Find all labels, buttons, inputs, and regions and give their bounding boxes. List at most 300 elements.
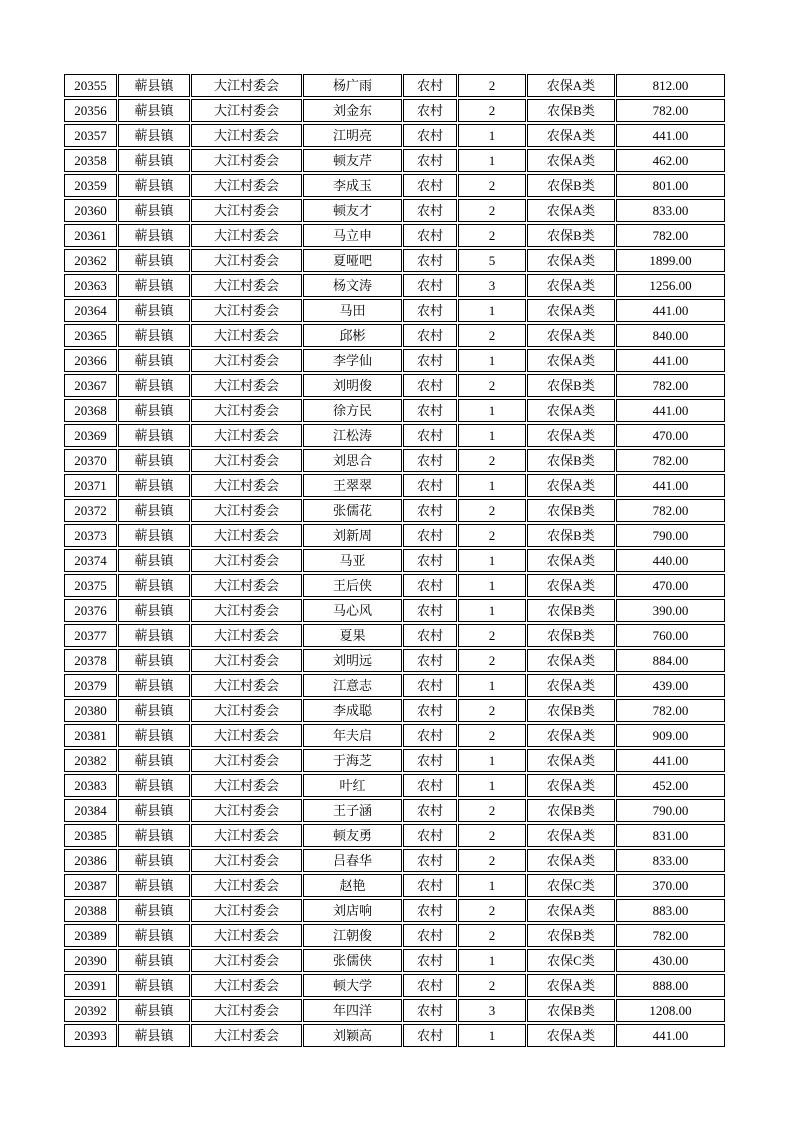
cell-town: 蕲县镇 bbox=[118, 949, 190, 972]
cell-person-name: 李成玉 bbox=[303, 174, 402, 197]
cell-amount: 760.00 bbox=[616, 624, 725, 647]
cell-person-name: 江松涛 bbox=[303, 424, 402, 447]
table-row bbox=[64, 574, 725, 597]
cell-residence-type: 农村 bbox=[403, 924, 457, 947]
cell-person-name: 顿大学 bbox=[303, 974, 402, 997]
cell-insurance-category: 农保A类 bbox=[527, 349, 615, 372]
table-row bbox=[64, 374, 725, 397]
cell-person-count: 2 bbox=[458, 524, 526, 547]
cell-residence-type: 农村 bbox=[403, 174, 457, 197]
cell-amount: 801.00 bbox=[616, 174, 725, 197]
cell-serial-number: 20357 bbox=[64, 124, 117, 147]
cell-person-count: 1 bbox=[458, 424, 526, 447]
cell-residence-type: 农村 bbox=[403, 649, 457, 672]
cell-serial-number: 20382 bbox=[64, 749, 117, 772]
cell-town: 蕲县镇 bbox=[118, 849, 190, 872]
cell-town: 蕲县镇 bbox=[118, 374, 190, 397]
cell-residence-type: 农村 bbox=[403, 149, 457, 172]
cell-serial-number: 20380 bbox=[64, 699, 117, 722]
cell-town: 蕲县镇 bbox=[118, 499, 190, 522]
cell-person-name: 赵艳 bbox=[303, 874, 402, 897]
cell-residence-type: 农村 bbox=[403, 299, 457, 322]
cell-serial-number: 20384 bbox=[64, 799, 117, 822]
cell-village-committee: 大江村委会 bbox=[191, 124, 302, 147]
cell-town: 蕲县镇 bbox=[118, 449, 190, 472]
cell-insurance-category: 农保A类 bbox=[527, 274, 615, 297]
cell-insurance-category: 农保B类 bbox=[527, 924, 615, 947]
cell-person-count: 1 bbox=[458, 599, 526, 622]
cell-insurance-category: 农保B类 bbox=[527, 99, 615, 122]
cell-insurance-category: 农保B类 bbox=[527, 699, 615, 722]
cell-person-name: 江朝俊 bbox=[303, 924, 402, 947]
cell-residence-type: 农村 bbox=[403, 524, 457, 547]
cell-insurance-category: 农保A类 bbox=[527, 849, 615, 872]
cell-person-name: 吕春华 bbox=[303, 849, 402, 872]
table-row bbox=[64, 124, 725, 147]
cell-village-committee: 大江村委会 bbox=[191, 624, 302, 647]
table-row bbox=[64, 549, 725, 572]
table-row bbox=[64, 474, 725, 497]
cell-town: 蕲县镇 bbox=[118, 774, 190, 797]
cell-town: 蕲县镇 bbox=[118, 824, 190, 847]
cell-insurance-category: 农保A类 bbox=[527, 899, 615, 922]
cell-serial-number: 20386 bbox=[64, 849, 117, 872]
cell-person-name: 刘思合 bbox=[303, 449, 402, 472]
cell-town: 蕲县镇 bbox=[118, 899, 190, 922]
cell-person-name: 张儒花 bbox=[303, 499, 402, 522]
cell-town: 蕲县镇 bbox=[118, 349, 190, 372]
cell-person-name: 刘新周 bbox=[303, 524, 402, 547]
cell-village-committee: 大江村委会 bbox=[191, 649, 302, 672]
cell-serial-number: 20359 bbox=[64, 174, 117, 197]
cell-town: 蕲县镇 bbox=[118, 299, 190, 322]
cell-person-name: 刘颖高 bbox=[303, 1024, 402, 1047]
cell-person-name: 刘店响 bbox=[303, 899, 402, 922]
cell-person-name: 张儒侠 bbox=[303, 949, 402, 972]
cell-village-committee: 大江村委会 bbox=[191, 824, 302, 847]
cell-insurance-category: 农保B类 bbox=[527, 599, 615, 622]
cell-village-committee: 大江村委会 bbox=[191, 324, 302, 347]
table-row bbox=[64, 999, 725, 1022]
cell-insurance-category: 农保A类 bbox=[527, 74, 615, 97]
cell-residence-type: 农村 bbox=[403, 799, 457, 822]
cell-insurance-category: 农保A类 bbox=[527, 549, 615, 572]
cell-insurance-category: 农保A类 bbox=[527, 674, 615, 697]
table-row bbox=[64, 174, 725, 197]
cell-residence-type: 农村 bbox=[403, 999, 457, 1022]
cell-person-name: 顿友勇 bbox=[303, 824, 402, 847]
cell-insurance-category: 农保B类 bbox=[527, 624, 615, 647]
cell-residence-type: 农村 bbox=[403, 199, 457, 222]
cell-insurance-category: 农保A类 bbox=[527, 199, 615, 222]
cell-person-count: 2 bbox=[458, 849, 526, 872]
cell-village-committee: 大江村委会 bbox=[191, 174, 302, 197]
cell-village-committee: 大江村委会 bbox=[191, 599, 302, 622]
cell-amount: 430.00 bbox=[616, 949, 725, 972]
cell-amount: 441.00 bbox=[616, 749, 725, 772]
cell-insurance-category: 农保A类 bbox=[527, 399, 615, 422]
cell-village-committee: 大江村委会 bbox=[191, 949, 302, 972]
cell-insurance-category: 农保A类 bbox=[527, 124, 615, 147]
cell-village-committee: 大江村委会 bbox=[191, 224, 302, 247]
cell-residence-type: 农村 bbox=[403, 874, 457, 897]
cell-village-committee: 大江村委会 bbox=[191, 99, 302, 122]
cell-serial-number: 20356 bbox=[64, 99, 117, 122]
table-row bbox=[64, 199, 725, 222]
cell-amount: 441.00 bbox=[616, 299, 725, 322]
cell-insurance-category: 农保A类 bbox=[527, 249, 615, 272]
cell-town: 蕲县镇 bbox=[118, 224, 190, 247]
cell-insurance-category: 农保A类 bbox=[527, 1024, 615, 1047]
cell-person-count: 2 bbox=[458, 324, 526, 347]
cell-residence-type: 农村 bbox=[403, 224, 457, 247]
cell-village-committee: 大江村委会 bbox=[191, 399, 302, 422]
table-row bbox=[64, 949, 725, 972]
cell-amount: 441.00 bbox=[616, 474, 725, 497]
cell-residence-type: 农村 bbox=[403, 324, 457, 347]
cell-village-committee: 大江村委会 bbox=[191, 249, 302, 272]
cell-insurance-category: 农保A类 bbox=[527, 749, 615, 772]
cell-amount: 782.00 bbox=[616, 374, 725, 397]
cell-serial-number: 20371 bbox=[64, 474, 117, 497]
cell-person-name: 刘明俊 bbox=[303, 374, 402, 397]
cell-insurance-category: 农保A类 bbox=[527, 299, 615, 322]
cell-amount: 1208.00 bbox=[616, 999, 725, 1022]
cell-insurance-category: 农保C类 bbox=[527, 874, 615, 897]
cell-person-count: 2 bbox=[458, 899, 526, 922]
cell-person-name: 于海芝 bbox=[303, 749, 402, 772]
cell-residence-type: 农村 bbox=[403, 949, 457, 972]
cell-town: 蕲县镇 bbox=[118, 974, 190, 997]
cell-insurance-category: 农保A类 bbox=[527, 574, 615, 597]
table-row bbox=[64, 274, 725, 297]
cell-insurance-category: 农保A类 bbox=[527, 974, 615, 997]
cell-residence-type: 农村 bbox=[403, 974, 457, 997]
cell-person-count: 2 bbox=[458, 974, 526, 997]
cell-person-name: 年夫启 bbox=[303, 724, 402, 747]
cell-person-name: 江明亮 bbox=[303, 124, 402, 147]
cell-amount: 782.00 bbox=[616, 699, 725, 722]
cell-village-committee: 大江村委会 bbox=[191, 724, 302, 747]
cell-residence-type: 农村 bbox=[403, 474, 457, 497]
cell-serial-number: 20360 bbox=[64, 199, 117, 222]
cell-residence-type: 农村 bbox=[403, 449, 457, 472]
cell-town: 蕲县镇 bbox=[118, 399, 190, 422]
table-row bbox=[64, 499, 725, 522]
cell-person-count: 1 bbox=[458, 574, 526, 597]
cell-person-count: 2 bbox=[458, 924, 526, 947]
cell-village-committee: 大江村委会 bbox=[191, 549, 302, 572]
cell-serial-number: 20389 bbox=[64, 924, 117, 947]
cell-amount: 883.00 bbox=[616, 899, 725, 922]
cell-serial-number: 20387 bbox=[64, 874, 117, 897]
cell-amount: 782.00 bbox=[616, 99, 725, 122]
table-row bbox=[64, 924, 725, 947]
cell-amount: 782.00 bbox=[616, 924, 725, 947]
table-row bbox=[64, 324, 725, 347]
cell-insurance-category: 农保B类 bbox=[527, 449, 615, 472]
cell-insurance-category: 农保B类 bbox=[527, 999, 615, 1022]
table-row bbox=[64, 724, 725, 747]
table-row bbox=[64, 349, 725, 372]
cell-town: 蕲县镇 bbox=[118, 1024, 190, 1047]
cell-person-count: 1 bbox=[458, 674, 526, 697]
table-row bbox=[64, 524, 725, 547]
cell-person-name: 徐方民 bbox=[303, 399, 402, 422]
cell-person-count: 2 bbox=[458, 699, 526, 722]
cell-residence-type: 农村 bbox=[403, 274, 457, 297]
cell-person-count: 3 bbox=[458, 274, 526, 297]
table-row bbox=[64, 824, 725, 847]
cell-village-committee: 大江村委会 bbox=[191, 699, 302, 722]
cell-village-committee: 大江村委会 bbox=[191, 999, 302, 1022]
cell-residence-type: 农村 bbox=[403, 574, 457, 597]
cell-insurance-category: 农保B类 bbox=[527, 499, 615, 522]
cell-person-name: 王后侠 bbox=[303, 574, 402, 597]
cell-serial-number: 20358 bbox=[64, 149, 117, 172]
cell-amount: 884.00 bbox=[616, 649, 725, 672]
cell-town: 蕲县镇 bbox=[118, 199, 190, 222]
table-row bbox=[64, 874, 725, 897]
cell-village-committee: 大江村委会 bbox=[191, 974, 302, 997]
cell-amount: 441.00 bbox=[616, 399, 725, 422]
cell-residence-type: 农村 bbox=[403, 99, 457, 122]
cell-town: 蕲县镇 bbox=[118, 874, 190, 897]
table-row bbox=[64, 699, 725, 722]
cell-serial-number: 20381 bbox=[64, 724, 117, 747]
cell-town: 蕲县镇 bbox=[118, 124, 190, 147]
cell-village-committee: 大江村委会 bbox=[191, 574, 302, 597]
cell-person-name: 马心风 bbox=[303, 599, 402, 622]
cell-village-committee: 大江村委会 bbox=[191, 349, 302, 372]
cell-residence-type: 农村 bbox=[403, 1024, 457, 1047]
cell-serial-number: 20385 bbox=[64, 824, 117, 847]
cell-person-name: 刘明远 bbox=[303, 649, 402, 672]
cell-residence-type: 农村 bbox=[403, 349, 457, 372]
cell-village-committee: 大江村委会 bbox=[191, 199, 302, 222]
cell-person-name: 杨广雨 bbox=[303, 74, 402, 97]
cell-serial-number: 20361 bbox=[64, 224, 117, 247]
cell-town: 蕲县镇 bbox=[118, 74, 190, 97]
cell-residence-type: 农村 bbox=[403, 424, 457, 447]
cell-residence-type: 农村 bbox=[403, 249, 457, 272]
cell-residence-type: 农村 bbox=[403, 599, 457, 622]
cell-village-committee: 大江村委会 bbox=[191, 749, 302, 772]
cell-person-name: 王翠翠 bbox=[303, 474, 402, 497]
cell-residence-type: 农村 bbox=[403, 624, 457, 647]
cell-serial-number: 20364 bbox=[64, 299, 117, 322]
cell-person-name: 马立申 bbox=[303, 224, 402, 247]
cell-person-count: 1 bbox=[458, 549, 526, 572]
cell-amount: 831.00 bbox=[616, 824, 725, 847]
table-row bbox=[64, 974, 725, 997]
cell-person-count: 5 bbox=[458, 249, 526, 272]
cell-amount: 833.00 bbox=[616, 849, 725, 872]
cell-village-committee: 大江村委会 bbox=[191, 774, 302, 797]
cell-residence-type: 农村 bbox=[403, 674, 457, 697]
cell-serial-number: 20369 bbox=[64, 424, 117, 447]
table-row bbox=[64, 99, 725, 122]
table-row bbox=[64, 624, 725, 647]
cell-person-count: 1 bbox=[458, 149, 526, 172]
cell-person-count: 2 bbox=[458, 449, 526, 472]
cell-serial-number: 20383 bbox=[64, 774, 117, 797]
cell-village-committee: 大江村委会 bbox=[191, 499, 302, 522]
cell-amount: 782.00 bbox=[616, 499, 725, 522]
cell-person-name: 李成聪 bbox=[303, 699, 402, 722]
cell-amount: 440.00 bbox=[616, 549, 725, 572]
insurance-records-table bbox=[63, 72, 726, 1049]
cell-serial-number: 20363 bbox=[64, 274, 117, 297]
cell-residence-type: 农村 bbox=[403, 724, 457, 747]
table-row bbox=[64, 149, 725, 172]
cell-amount: 470.00 bbox=[616, 424, 725, 447]
cell-serial-number: 20390 bbox=[64, 949, 117, 972]
cell-amount: 790.00 bbox=[616, 524, 725, 547]
cell-person-count: 1 bbox=[458, 949, 526, 972]
cell-amount: 782.00 bbox=[616, 224, 725, 247]
cell-serial-number: 20372 bbox=[64, 499, 117, 522]
cell-village-committee: 大江村委会 bbox=[191, 674, 302, 697]
table-row bbox=[64, 1024, 725, 1047]
cell-insurance-category: 农保B类 bbox=[527, 524, 615, 547]
cell-amount: 840.00 bbox=[616, 324, 725, 347]
cell-amount: 812.00 bbox=[616, 74, 725, 97]
cell-serial-number: 20393 bbox=[64, 1024, 117, 1047]
cell-town: 蕲县镇 bbox=[118, 674, 190, 697]
cell-person-count: 2 bbox=[458, 174, 526, 197]
table-row bbox=[64, 674, 725, 697]
cell-person-count: 1 bbox=[458, 299, 526, 322]
cell-serial-number: 20355 bbox=[64, 74, 117, 97]
cell-residence-type: 农村 bbox=[403, 374, 457, 397]
cell-town: 蕲县镇 bbox=[118, 749, 190, 772]
cell-amount: 452.00 bbox=[616, 774, 725, 797]
cell-residence-type: 农村 bbox=[403, 499, 457, 522]
cell-amount: 390.00 bbox=[616, 599, 725, 622]
cell-person-count: 2 bbox=[458, 224, 526, 247]
cell-town: 蕲县镇 bbox=[118, 249, 190, 272]
cell-person-name: 邱彬 bbox=[303, 324, 402, 347]
table-row bbox=[64, 749, 725, 772]
cell-town: 蕲县镇 bbox=[118, 274, 190, 297]
cell-village-committee: 大江村委会 bbox=[191, 799, 302, 822]
cell-person-count: 2 bbox=[458, 374, 526, 397]
cell-amount: 370.00 bbox=[616, 874, 725, 897]
table-row bbox=[64, 249, 725, 272]
cell-serial-number: 20366 bbox=[64, 349, 117, 372]
cell-insurance-category: 农保C类 bbox=[527, 949, 615, 972]
cell-serial-number: 20377 bbox=[64, 624, 117, 647]
cell-serial-number: 20392 bbox=[64, 999, 117, 1022]
cell-town: 蕲县镇 bbox=[118, 649, 190, 672]
cell-person-name: 叶红 bbox=[303, 774, 402, 797]
cell-village-committee: 大江村委会 bbox=[191, 849, 302, 872]
cell-person-count: 1 bbox=[458, 1024, 526, 1047]
cell-residence-type: 农村 bbox=[403, 124, 457, 147]
cell-person-count: 1 bbox=[458, 874, 526, 897]
cell-village-committee: 大江村委会 bbox=[191, 299, 302, 322]
cell-person-count: 3 bbox=[458, 999, 526, 1022]
cell-person-name: 夏哑吧 bbox=[303, 249, 402, 272]
table-row bbox=[64, 299, 725, 322]
cell-serial-number: 20379 bbox=[64, 674, 117, 697]
cell-insurance-category: 农保A类 bbox=[527, 474, 615, 497]
cell-amount: 833.00 bbox=[616, 199, 725, 222]
cell-person-count: 1 bbox=[458, 774, 526, 797]
cell-insurance-category: 农保B类 bbox=[527, 174, 615, 197]
cell-town: 蕲县镇 bbox=[118, 324, 190, 347]
cell-serial-number: 20388 bbox=[64, 899, 117, 922]
cell-town: 蕲县镇 bbox=[118, 474, 190, 497]
cell-town: 蕲县镇 bbox=[118, 699, 190, 722]
cell-serial-number: 20362 bbox=[64, 249, 117, 272]
table-row bbox=[64, 649, 725, 672]
cell-insurance-category: 农保A类 bbox=[527, 324, 615, 347]
cell-serial-number: 20391 bbox=[64, 974, 117, 997]
cell-person-count: 2 bbox=[458, 74, 526, 97]
cell-residence-type: 农村 bbox=[403, 749, 457, 772]
table-row bbox=[64, 849, 725, 872]
cell-village-committee: 大江村委会 bbox=[191, 874, 302, 897]
cell-insurance-category: 农保B类 bbox=[527, 374, 615, 397]
cell-serial-number: 20370 bbox=[64, 449, 117, 472]
cell-person-count: 2 bbox=[458, 199, 526, 222]
cell-person-count: 2 bbox=[458, 724, 526, 747]
cell-amount: 782.00 bbox=[616, 449, 725, 472]
cell-residence-type: 农村 bbox=[403, 74, 457, 97]
cell-town: 蕲县镇 bbox=[118, 624, 190, 647]
cell-town: 蕲县镇 bbox=[118, 99, 190, 122]
table-row bbox=[64, 599, 725, 622]
cell-town: 蕲县镇 bbox=[118, 599, 190, 622]
table-row bbox=[64, 899, 725, 922]
cell-person-name: 夏果 bbox=[303, 624, 402, 647]
cell-residence-type: 农村 bbox=[403, 849, 457, 872]
cell-village-committee: 大江村委会 bbox=[191, 1024, 302, 1047]
cell-person-name: 马田 bbox=[303, 299, 402, 322]
cell-insurance-category: 农保A类 bbox=[527, 149, 615, 172]
table-row bbox=[64, 799, 725, 822]
cell-person-name: 顿友才 bbox=[303, 199, 402, 222]
cell-residence-type: 农村 bbox=[403, 699, 457, 722]
table-row bbox=[64, 399, 725, 422]
table-row bbox=[64, 449, 725, 472]
table-row bbox=[64, 424, 725, 447]
cell-town: 蕲县镇 bbox=[118, 924, 190, 947]
cell-village-committee: 大江村委会 bbox=[191, 524, 302, 547]
cell-amount: 439.00 bbox=[616, 674, 725, 697]
cell-village-committee: 大江村委会 bbox=[191, 274, 302, 297]
cell-amount: 462.00 bbox=[616, 149, 725, 172]
cell-village-committee: 大江村委会 bbox=[191, 424, 302, 447]
cell-village-committee: 大江村委会 bbox=[191, 374, 302, 397]
cell-person-count: 1 bbox=[458, 474, 526, 497]
cell-person-count: 1 bbox=[458, 124, 526, 147]
cell-amount: 1899.00 bbox=[616, 249, 725, 272]
cell-village-committee: 大江村委会 bbox=[191, 474, 302, 497]
cell-person-name: 刘金东 bbox=[303, 99, 402, 122]
cell-person-name: 年四洋 bbox=[303, 999, 402, 1022]
cell-residence-type: 农村 bbox=[403, 549, 457, 572]
cell-insurance-category: 农保A类 bbox=[527, 774, 615, 797]
cell-serial-number: 20367 bbox=[64, 374, 117, 397]
cell-person-count: 1 bbox=[458, 749, 526, 772]
cell-residence-type: 农村 bbox=[403, 824, 457, 847]
cell-person-count: 2 bbox=[458, 649, 526, 672]
cell-person-count: 1 bbox=[458, 349, 526, 372]
cell-person-count: 1 bbox=[458, 399, 526, 422]
